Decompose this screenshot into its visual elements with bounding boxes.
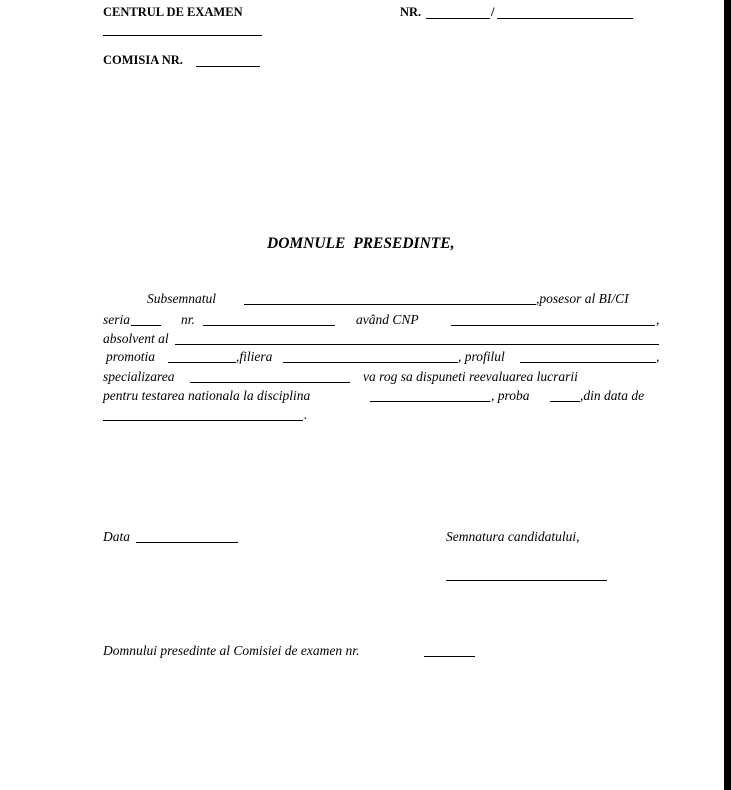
specializarea-blank[interactable] xyxy=(190,382,350,383)
signature-blank[interactable] xyxy=(446,580,607,581)
profilul-label: , profilul xyxy=(458,349,505,364)
footer-text: Domnului presedinte al Comisiei de examen nr. xyxy=(103,643,360,658)
comma-1: , xyxy=(656,312,660,327)
data-label: Data xyxy=(103,529,130,544)
date-exam-blank[interactable] xyxy=(103,420,303,421)
disciplina-blank[interactable] xyxy=(370,401,490,402)
proba-blank[interactable] xyxy=(550,401,580,402)
posesor-label: ,posesor al BI/CI xyxy=(536,291,629,306)
data-blank[interactable] xyxy=(136,542,238,543)
comisia-label: COMISIA NR. xyxy=(103,53,183,67)
pentru-text: pentru testarea nationala la disciplina xyxy=(103,388,311,403)
centru-examen-label: CENTRUL DE EXAMEN xyxy=(103,5,243,19)
promotia-label: promotia xyxy=(106,349,156,364)
nr-act-label: nr. xyxy=(181,312,195,327)
specializarea-label: specializarea xyxy=(103,369,175,384)
filiera-label: ,filiera xyxy=(236,349,273,364)
nr-separator: / xyxy=(491,5,495,19)
absolvent-blank[interactable] xyxy=(175,344,659,345)
comisia-nr-blank[interactable] xyxy=(196,66,260,67)
page-edge-border xyxy=(724,0,731,790)
nr-blank-2[interactable] xyxy=(497,18,633,19)
nr-blank-1[interactable] xyxy=(426,18,490,19)
signature-label: Semnatura candidatului, xyxy=(446,529,580,544)
subsemnatul-label: Subsemnatul xyxy=(147,291,216,306)
nr-act-blank[interactable] xyxy=(203,325,335,326)
period: . xyxy=(304,407,308,422)
din-data-label: ,din data de xyxy=(580,388,645,403)
comma-2: , xyxy=(656,349,660,364)
profilul-blank[interactable] xyxy=(520,362,656,363)
seria-label: seria xyxy=(103,312,130,327)
seria-blank[interactable] xyxy=(131,325,161,326)
promotia-blank[interactable] xyxy=(168,362,236,363)
centru-examen-blank[interactable] xyxy=(103,35,262,36)
filiera-blank[interactable] xyxy=(283,362,458,363)
page-title: DOMNULE PRESEDINTE, xyxy=(267,235,455,252)
cnp-blank[interactable] xyxy=(451,325,655,326)
absolvent-label: absolvent al xyxy=(103,331,169,346)
comisie-nr-blank[interactable] xyxy=(424,656,475,657)
nr-label: NR. xyxy=(400,5,422,19)
proba-label: , proba xyxy=(491,388,530,403)
avand-cnp-label: având CNP xyxy=(356,312,419,327)
name-blank[interactable] xyxy=(244,304,536,305)
va-rog-text: va rog sa dispuneti reevaluarea lucrarii xyxy=(363,369,578,384)
